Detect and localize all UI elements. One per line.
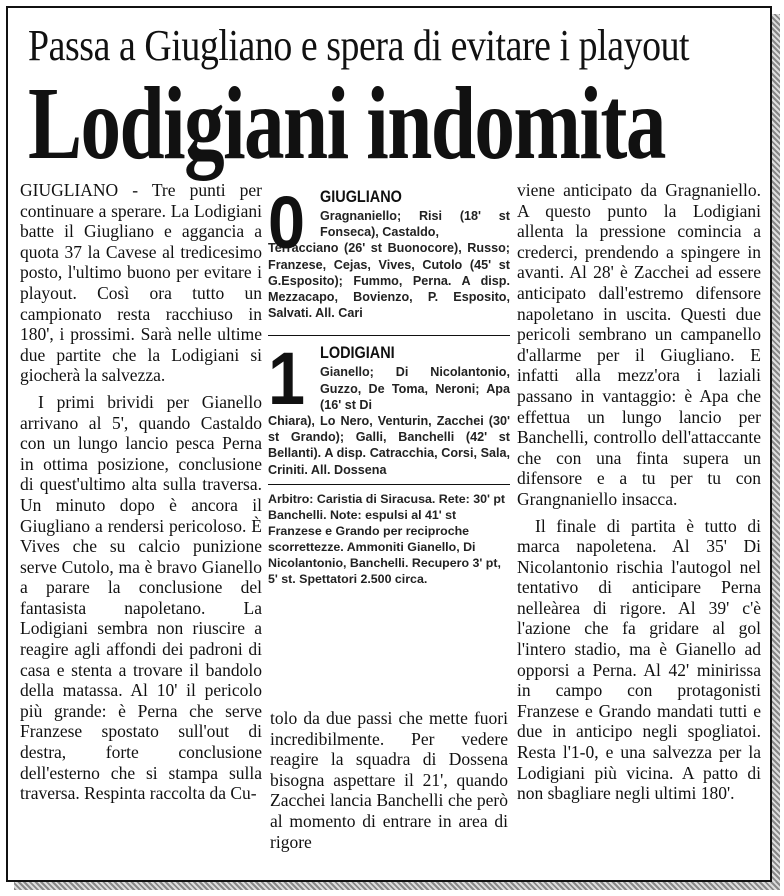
lineup-home-top: Gragnaniello; Risi (18' st Fonseca), Castaldo, [320, 209, 510, 240]
paragraph: I primi brividi per Gianello arrivano al 5', quando Castaldo con un lungo lancio pesca Perna in ottima posizione, conclusione di quest'ultimo alta sulla traversa. Un minuto dopo è ancora il Giugliano a rendersi pericoloso. È Vives che su calcio punizione serve Cutolo, ma è bravo Gianello a parare la conclusione del fantasista napoletano. La Lodigiani sembra non riuscire a reagire agli affondi dei padroni di casa e stenta a trovare il bandolo della matassa. Al 10' il pericolo più grande: è Perna che serve Franzese spostato sull'out di destra, forte conclusione dell'esterno che si stampa sulla traversa. Respinta raccolta da Cu- [20, 391, 262, 804]
paragraph-lead: GIUGLIANO - Tre punti per continuare a sperare. La Lodigiani batte il Giugliano e aggancia a quota 37 la Cavese al tredicesimo posto, l'ultimo buono per evitare i playout. Così ora tutto un campionato resta racchiuso in 180', i prossimi. Sarà nelle ultime due partite che la Lodigiani si giocherà la salvezza. [20, 180, 262, 386]
shadow-bottom [14, 882, 780, 890]
divider [268, 335, 510, 336]
team-home [268, 181, 510, 321]
article-column-1 [20, 180, 262, 804]
score-away: 1 [268, 337, 306, 421]
shadow-right [772, 14, 780, 884]
paragraph: Il finale di partita è tutto di marca napoletena. Al 35' Di Nicolantonio rischia l'autogol nel tentativo di anticipare Perna nelleàrea di rigore. Al 39' c'è l'azione che fa gridare al gol l'intero stadio, ma è Gianello ad opporsi a Perna. Al 42' minirissa in campo con protagonisti Franzese e Grando mandati tutti e due in anticipo negli spogliatoi. Resta l'1-0, e una salvezza per la Lodigiani più vicina. A patto di non sbagliare negli ultimi 180'. [517, 515, 761, 804]
paragraph: tolo da due passi che mette fuori incredibilmente. Per vedere reagire la squadra di Dossena bisogna aspettare il 21', quando Zacchei lancia Banchelli che però al momento di entrare in area di rigore [270, 708, 508, 852]
lineup-away: Chiara), Lo Nero, Venturin, Zacchei (30' st Grando); Galli, Banchelli (42' st Bellanti). A disp. Catracchia, Corsi, Sala, Criniti. All. Dossena [268, 414, 510, 477]
match-notes: Arbitro: Caristia di Siracusa. Rete: 30' pt Banchelli. Note: espulsi al 41' st Franzese e Grando per reciproche scorrettezze. Ammoniti Gianello, Di Nicolantonio, Banchelli. Recupero 3' pt, 5' st. Spettatori 2.500 circa. [268, 491, 506, 586]
article-column-2 [270, 708, 508, 852]
article-column-3 [517, 180, 761, 804]
lineup-home: Terracciano (26' st Buonocore), Russo; Franzese, Cejas, Vives, Cutolo (45' st G.Esposito); Fummo, Perna. A disp. Mezzacapo, Bovienzo, P. Esposito, Salvati. All. Cari [268, 241, 510, 321]
article-kicker: Passa a Giugliano e spera di evitare i playout [28, 21, 690, 70]
team-away [268, 337, 510, 477]
team-name-home: GIUGLIANO [320, 187, 402, 206]
score-home: 0 [268, 181, 306, 264]
divider [268, 484, 510, 485]
lineup-away-top: Gianello; Di Nicolantonio, Guzzo, De Toma, Neroni; Apa (16' st Di [320, 365, 510, 412]
scorebox [268, 181, 510, 587]
paragraph: viene anticipato da Gragnaniello. A questo punto la Lodigiani allenta la pressione comincia a crederci, prendendo a spingere in avanti. Al 28' è Zacchei ad essere anticipato dall'estremo difensore napoletano in uscita. Questi due pericoli sembrano un campanello d'allarme per il Giugliano. E infatti alla mezz'ora i laziali passano in vantaggio: è Apa che effettua un lungo lancio per Banchelli, controllo dell'attaccante che con una finta supera un difensore e a tu per tu con Grangnaniello insacca. [517, 180, 761, 509]
team-name-away: LODIGIANI [320, 343, 395, 363]
article-headline: Lodigiani indomita [28, 66, 665, 181]
